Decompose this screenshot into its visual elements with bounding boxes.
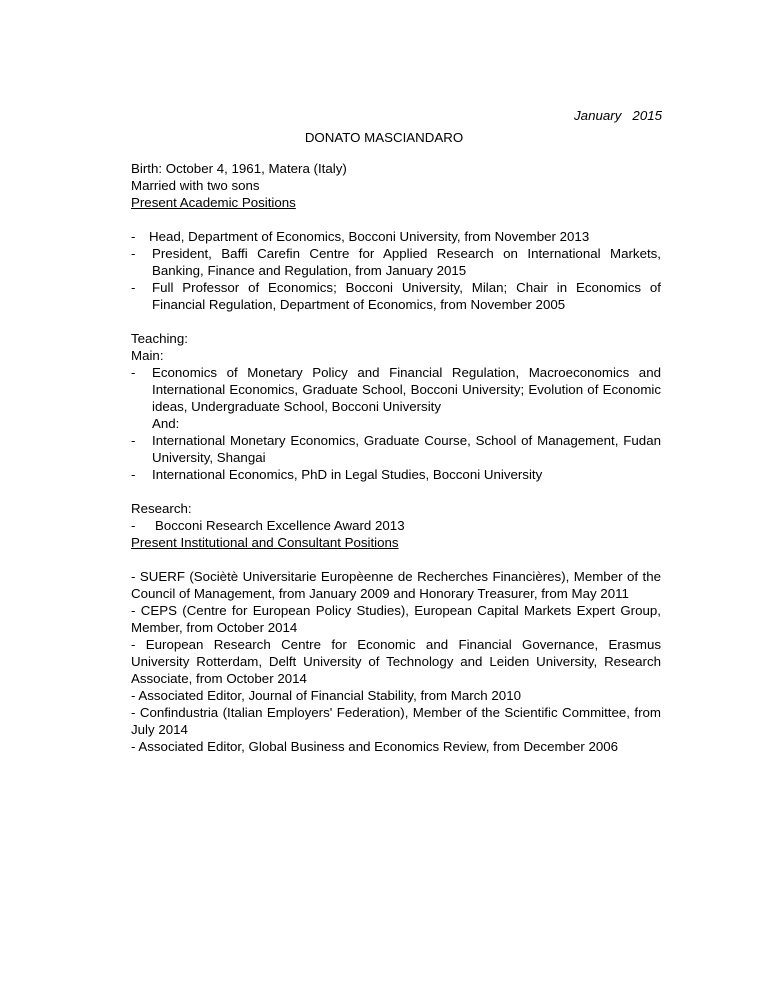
family-line: Married with two sons	[131, 178, 260, 193]
teaching-section	[131, 330, 661, 483]
teaching-list	[131, 364, 661, 483]
list-item-text: Economics of Monetary Policy and Financial Regulation, Macroeconomics and International Economics, Graduate School, Bocconi University; Evolution of Economic ideas, Undergraduate School, Bocconi University	[152, 365, 661, 414]
list-dash: -	[131, 467, 136, 482]
document-title: DONATO MASCIANDARO	[304, 130, 464, 145]
list-item	[131, 517, 661, 534]
list-item	[131, 432, 661, 466]
document-date: January 2015	[574, 108, 662, 123]
list-item	[131, 245, 661, 279]
list-item-text: International Economics, PhD in Legal Studies, Bocconi University	[152, 467, 543, 482]
list-item-text: President, Baffi Carefin Centre for Applied Research on International Markets, Banking, Finance and Regulation, from January 2015	[152, 246, 661, 278]
list-item	[131, 279, 661, 313]
institutional-positions-list	[131, 568, 661, 755]
research-label: Research:	[131, 501, 192, 516]
list-item	[131, 466, 661, 483]
list-item: - Confindustria (Italian Employers' Federation), Member of the Scientific Committee, from July 2014	[131, 705, 661, 737]
birth-line: Birth: October 4, 1961, Matera (Italy)	[131, 161, 347, 176]
list-item: - CEPS (Centre for European Policy Studies), European Capital Markets Expert Group, Member, from October 2014	[131, 603, 661, 635]
research-section	[131, 500, 661, 534]
list-item: - SUERF (Sociètè Universitarie Europèenne de Recherches Financières), Member of the Council of Management, from January 2009 and Honorary Treasurer, from May 2011	[131, 569, 661, 601]
list-item-text: Head, Department of Economics, Bocconi University, from November 2013	[149, 229, 590, 244]
institutional-positions-heading: Present Institutional and Consultant Positions	[131, 535, 399, 550]
list-item-text: Bocconi Research Excellence Award 2013	[155, 518, 405, 533]
list-dash: -	[131, 518, 136, 533]
list-dash: -	[131, 365, 136, 380]
list-item-text: International Monetary Economics, Graduate Course, School of Management, Fudan University, Shangai	[152, 433, 661, 465]
document-body	[131, 160, 661, 755]
teaching-and-label: And:	[152, 416, 180, 431]
academic-positions-list	[131, 228, 661, 313]
list-dash: -	[131, 433, 136, 448]
list-item	[131, 364, 661, 432]
teaching-label: Teaching:	[131, 331, 188, 346]
list-dash: -	[131, 229, 136, 244]
list-item: - Associated Editor, Global Business and Economics Review, from December 2006	[131, 739, 619, 754]
list-item: - Associated Editor, Journal of Financial Stability, from March 2010	[131, 688, 521, 703]
research-list	[131, 517, 661, 534]
list-item	[131, 228, 661, 245]
list-item-text: Full Professor of Economics; Bocconi University, Milan; Chair in Economics of Financial Regulation, Department of Economics, from November 2005	[152, 280, 661, 312]
academic-positions-heading: Present Academic Positions	[131, 195, 296, 210]
list-dash: -	[131, 280, 136, 295]
list-item: - European Research Centre for Economic and Financial Governance, Erasmus University Rotterdam, Delft University of Technology and Leiden University, Research Associate, from October 2014	[131, 637, 661, 686]
list-dash: -	[131, 246, 136, 261]
teaching-main-label: Main:	[131, 348, 164, 363]
